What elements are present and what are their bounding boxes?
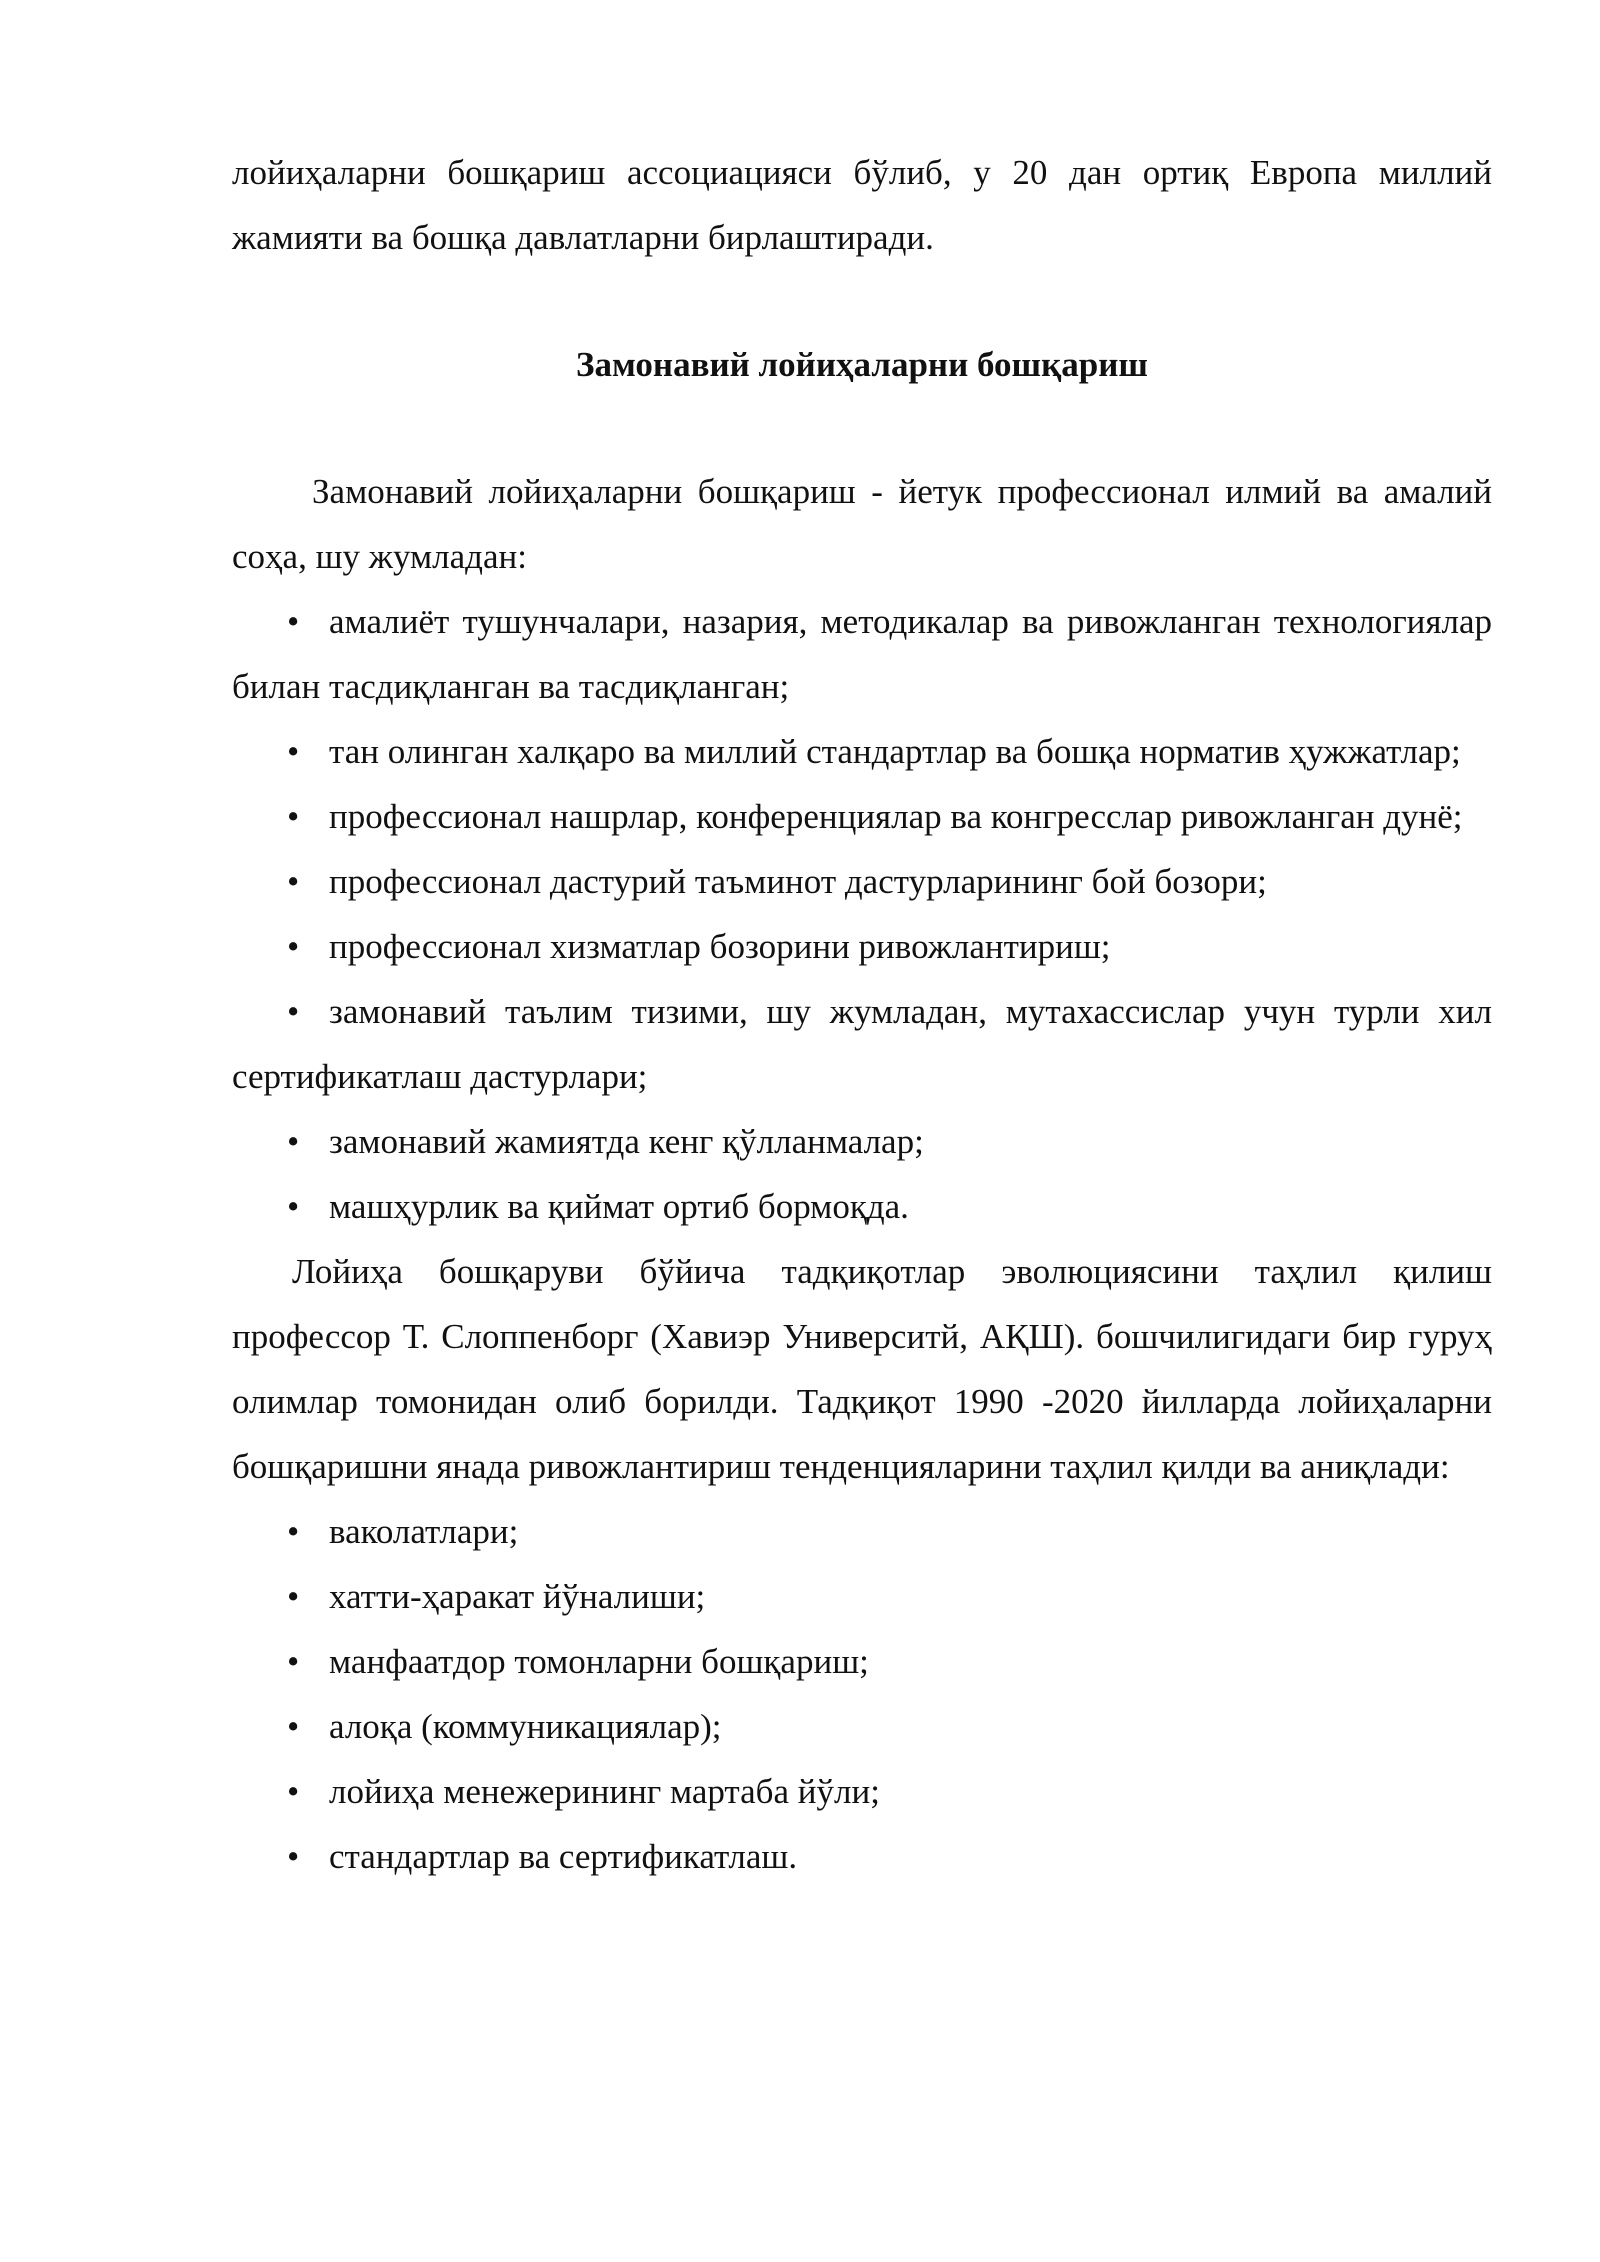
bullet-icon: •	[287, 1772, 300, 1811]
bullet-icon: •	[287, 602, 300, 641]
list-item	[232, 1824, 1492, 1889]
list-item	[232, 1564, 1492, 1629]
list-item-text: профессионал хизматлар бозорини ривожлантириш;	[329, 927, 1111, 966]
list-item-text: хатти-ҳаракат йўналиши;	[329, 1577, 706, 1616]
list-item	[232, 979, 1492, 1109]
bullet-icon: •	[287, 1122, 300, 1161]
bullet-icon: •	[287, 1707, 300, 1746]
bullet-icon: •	[287, 1642, 300, 1681]
list-item-text: алоқа (коммуникациялар);	[329, 1707, 722, 1746]
document-page	[232, 140, 1492, 1889]
intro-paragraph: лойиҳаларни бошқариш ассоциацияси бўлиб, у 20 дан ортиқ Европа миллий жамияти ва бошқа давлатларни бирлаштиради.	[232, 153, 1492, 257]
list-item-text: машҳурлик ва қиймат ортиб бормоқда.	[329, 1187, 909, 1226]
list-item-text: стандартлар ва сертификатлаш.	[329, 1837, 798, 1876]
bullet-icon: •	[287, 732, 300, 771]
bullet-icon: •	[287, 797, 300, 836]
list-item-text: ваколатлари;	[329, 1512, 519, 1551]
list-item-text: лойиҳа менежерининг мартаба йўли;	[329, 1772, 880, 1811]
list-item-text: тан олинган халқаро ва миллий стандартлар ва бошқа норматив ҳужжатлар;	[329, 732, 1461, 771]
list-item	[232, 914, 1492, 979]
list-item	[232, 719, 1492, 784]
bullet-icon: •	[287, 1577, 300, 1616]
bullet-icon: •	[287, 992, 300, 1031]
paragraph-2: Лойиҳа бошқаруви бўйича тадқиқотлар эволюциясини таҳлил қилиш профессор Т. Слоппенборг (Хавиэр Университй, АҚШ). бошчилигидаги бир гуруҳ олимлар томонидан олиб борилди. Тадқиқот 1990 -2020 йилларда лойиҳаларни бошқаришни янада ривожлантириш тенденцияларини таҳлил қилди ва аниқлади:	[232, 1252, 1492, 1486]
bullet-list-1	[232, 589, 1492, 1239]
list-item-text: замонавий таълим тизими, шу жумладан, мутахассислар учун турли хил сертификатлаш дастурлари;	[232, 992, 1492, 1096]
list-item	[232, 589, 1492, 719]
list-item-text: профессионал дастурий таъминот дастурларининг бой бозори;	[329, 862, 1267, 901]
section-heading: Замонавий лойиҳаларни бошқариш	[576, 345, 1148, 384]
paragraph-1: Замонавий лойиҳаларни бошқариш - йетук профессионал илмий ва амалий соҳа, шу жумладан:	[232, 472, 1492, 576]
list-item	[232, 1109, 1492, 1174]
list-item-text: замонавий жамиятда кенг қўлланмалар;	[329, 1122, 924, 1161]
list-item-text: манфаатдор томонларни бошқариш;	[329, 1642, 869, 1681]
list-item	[232, 1759, 1492, 1824]
bullet-icon: •	[287, 1187, 300, 1226]
list-item	[232, 1174, 1492, 1239]
bullet-icon: •	[287, 1837, 300, 1876]
bullet-icon: •	[287, 862, 300, 901]
list-item	[232, 1629, 1492, 1694]
bullet-icon: •	[287, 1512, 300, 1551]
list-item-text: амалиёт тушунчалари, назария, методикалар ва ривожланган технологиялар билан тасдиқланган ва тасдиқланган;	[232, 602, 1492, 706]
list-item	[232, 849, 1492, 914]
list-item	[232, 784, 1492, 849]
list-item	[232, 1694, 1492, 1759]
bullet-icon: •	[287, 927, 300, 966]
bullet-list-2	[232, 1499, 1492, 1889]
list-item-text: профессионал нашрлар, конференциялар ва конгресслар ривожланган дунё;	[329, 797, 1463, 836]
list-item	[232, 1499, 1492, 1564]
